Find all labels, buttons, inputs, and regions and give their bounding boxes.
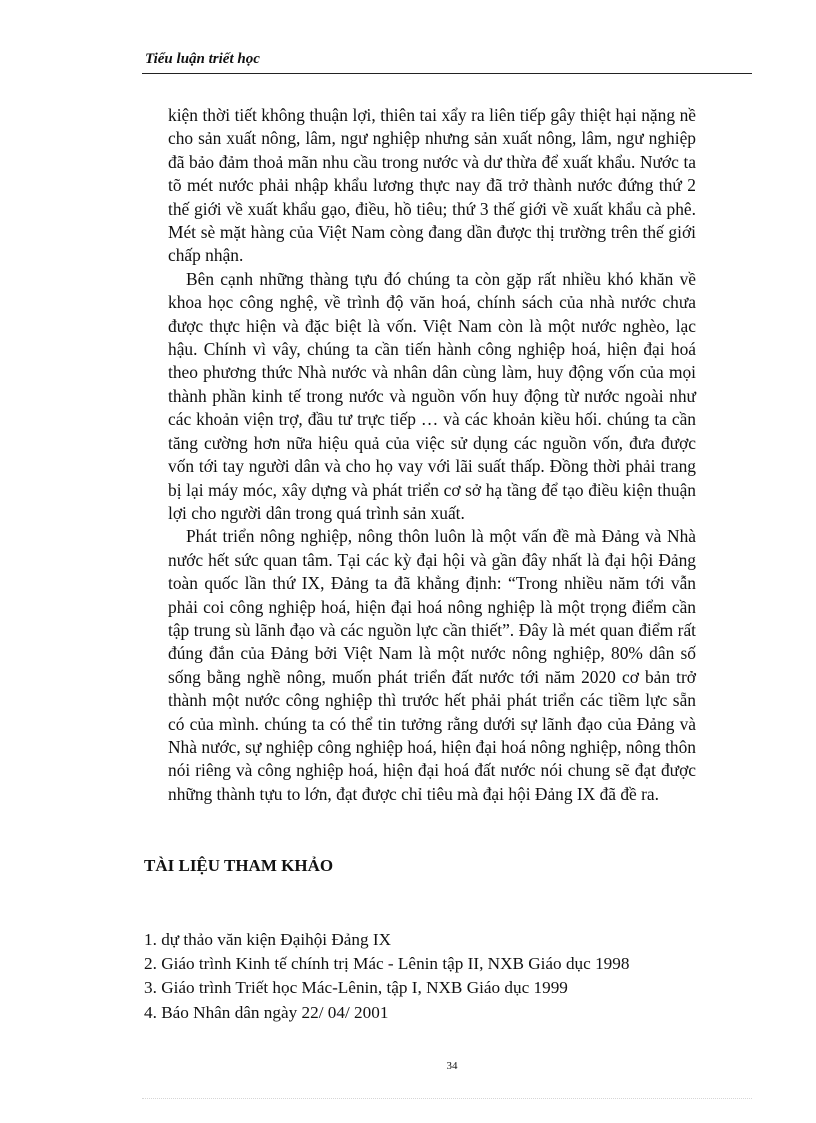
bottom-divider — [142, 1098, 752, 1099]
page-header — [142, 51, 752, 74]
reference-item: 2. Giáo trình Kinh tế chính trị Mác - Lênin tập II, NXB Giáo dục 1998 — [144, 954, 630, 974]
body-text — [168, 104, 696, 806]
page-number: 34 — [446, 1060, 458, 1072]
header-title: Tiểu luận triết học — [145, 51, 260, 67]
paragraph: Bên cạnh những thàng tựu đó chúng ta còn gặp rất nhiều khó khăn về khoa học công nghệ, về trình độ văn hoá, chính sách của nhà nước chưa được thực hiện và đặc biệt là vốn. Việt Nam còn là một nước nghèo, lạc hậu. Chính vì vây, chúng ta cần tiến hành công nghiệp hoá, hiện đại hoá theo phương thức Nhà nước và nhân dân cùng làm, huy động vốn của mọi thành phần kinh tế trong nước và nguồn vốn huy động từ nước ngoài như các khoản viện trợ, đầu tư trực tiếp … và các khoản kiều hối. chúng ta cần tăng cường hơn nữa hiệu quả của việc sử dụng các nguồn vốn, đưa được vốn tới tay người dân và cho họ vay với lãi suất thấp. Đồng thời phải trang bị lại máy móc, xây dựng và phát triển cơ sở hạ tầng để tạo điều kiện thuận lợi cho người dân trong quá trình sản xuất. — [168, 268, 696, 523]
references-list — [144, 928, 704, 1025]
paragraph: kiện thời tiết không thuận lợi, thiên tai xẩy ra liên tiếp gây thiệt hại nặng nề cho sản xuất nông, lâm, ngư nghiệp nhưng sản xuất nông, lâm, ngư nghiệp đã bảo đảm thoả mãn nhu cầu trong nước và dư thừa để xuất khẩu. Nước ta tõ mét nước phải nhập khẩu lương thực nay đã trở thành nước đứng thứ 2 thế giới về xuất khẩu gạo, điều, hồ tiêu; thứ 3 thế giới về xuất khẩu cà phê. Mét sè mặt hàng của Việt Nam còng đang dần được thị trường trên thế giới chấp nhận. — [168, 105, 696, 266]
reference-item: 3. Giáo trình Triết học Mác-Lênin, tập I, NXB Giáo dục 1999 — [144, 978, 568, 998]
reference-item: 1. dự thảo văn kiện Đạihội Đảng IX — [144, 930, 392, 949]
paragraph: Phát triển nông nghiệp, nông thôn luôn là một vấn đề mà Đảng và Nhà nước hết sức quan tâm. Tại các kỳ đại hội và gần đây nhất là đại hội Đảng toàn quốc lần thứ IX, Đảng ta đã khẳng định: “Trong nhiều năm tới vẫn phải coi công nghiệp hoá, hiện đại hoá nông nghiệp là một trọng điểm cần tập trung sù lãnh đạo và các nguồn lực cần thiết”. Đây là mét quan điểm rất đúng đắn của Đảng bởi Việt Nam là một nước nông nghiệp, 80% dân số sống bằng nghề nông, muốn phát triển đất nước tới năm 2020 cơ bản trở thành một nước công nghiệp thì trước hết phải phát triển các tiềm lực sẵn có của mình. chúng ta có thể tin tưởng rằng dưới sự lãnh đạo của Đảng và Nhà nước, sự nghiệp công nghiệp hoá, hiện đại hoá nông nghiệp, nông thôn nói riêng và công nghiệp hoá, hiện đại hoá đất nước nói chung sẽ đạt được những thành tựu to lớn, đạt được chỉ tiêu mà đại hội Đảng IX đã đề ra. — [168, 526, 696, 804]
references-heading: TÀI LIỆU THAM KHẢO — [144, 856, 334, 875]
reference-item: 4. Báo Nhân dân ngày 22/ 04/ 2001 — [144, 1002, 389, 1022]
